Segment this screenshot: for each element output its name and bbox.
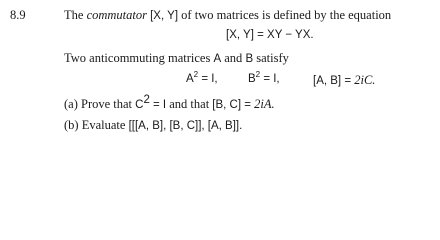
problem-number: 8.9 [10,8,26,22]
relation-ab-lhs: [A, B] = [313,75,352,87]
anticommuting-line [64,52,289,66]
intro-suffix: of two matrices is defined by the equation [181,8,392,22]
relation-a-base: A [186,73,194,85]
part-b [64,119,242,133]
relation-b-exp: 2 [255,70,261,79]
part-a-prefix: Prove that [81,97,133,111]
part-a-label: (a) [64,97,78,111]
relation-a-rhs: = I, [201,73,218,85]
matrix-a: A [213,53,222,65]
part-a [64,94,275,112]
part-a-and-that: and that [169,97,210,111]
part-b-label: (b) [64,118,79,132]
intro-line [64,9,391,23]
relation-ab-commutator [313,74,375,88]
intro-prefix: The [64,8,84,22]
part-b-prefix: Evaluate [81,118,126,132]
relation-ab-rhs: 2iC. [354,73,376,87]
part-a-c-base: C [135,99,144,111]
intro-term: commutator [86,8,147,22]
anticommuting-suffix: satisfy [256,51,289,65]
part-b-expression: [[[A, B], [B, C]], [A, B]]. [128,120,243,132]
relation-b-squared [248,70,280,86]
and-word: and [224,51,243,65]
part-a-comm: [B, C] = [212,99,251,111]
part-a-c-exp: 2 [143,94,150,106]
relation-a-squared [186,70,218,86]
relation-b-base: B [248,73,256,85]
anticommuting-prefix: Two anticommuting matrices [64,51,211,65]
part-a-comm-rhs: 2iA. [254,97,275,111]
relation-b-rhs: = I, [263,73,280,85]
part-a-c-rhs: = I [153,99,167,111]
relation-a-exp: 2 [193,70,199,79]
matrix-b: B [245,53,254,65]
commutator-equation: [X, Y] = XY − YX. [226,29,314,41]
intro-pair: [X, Y] [150,10,179,22]
